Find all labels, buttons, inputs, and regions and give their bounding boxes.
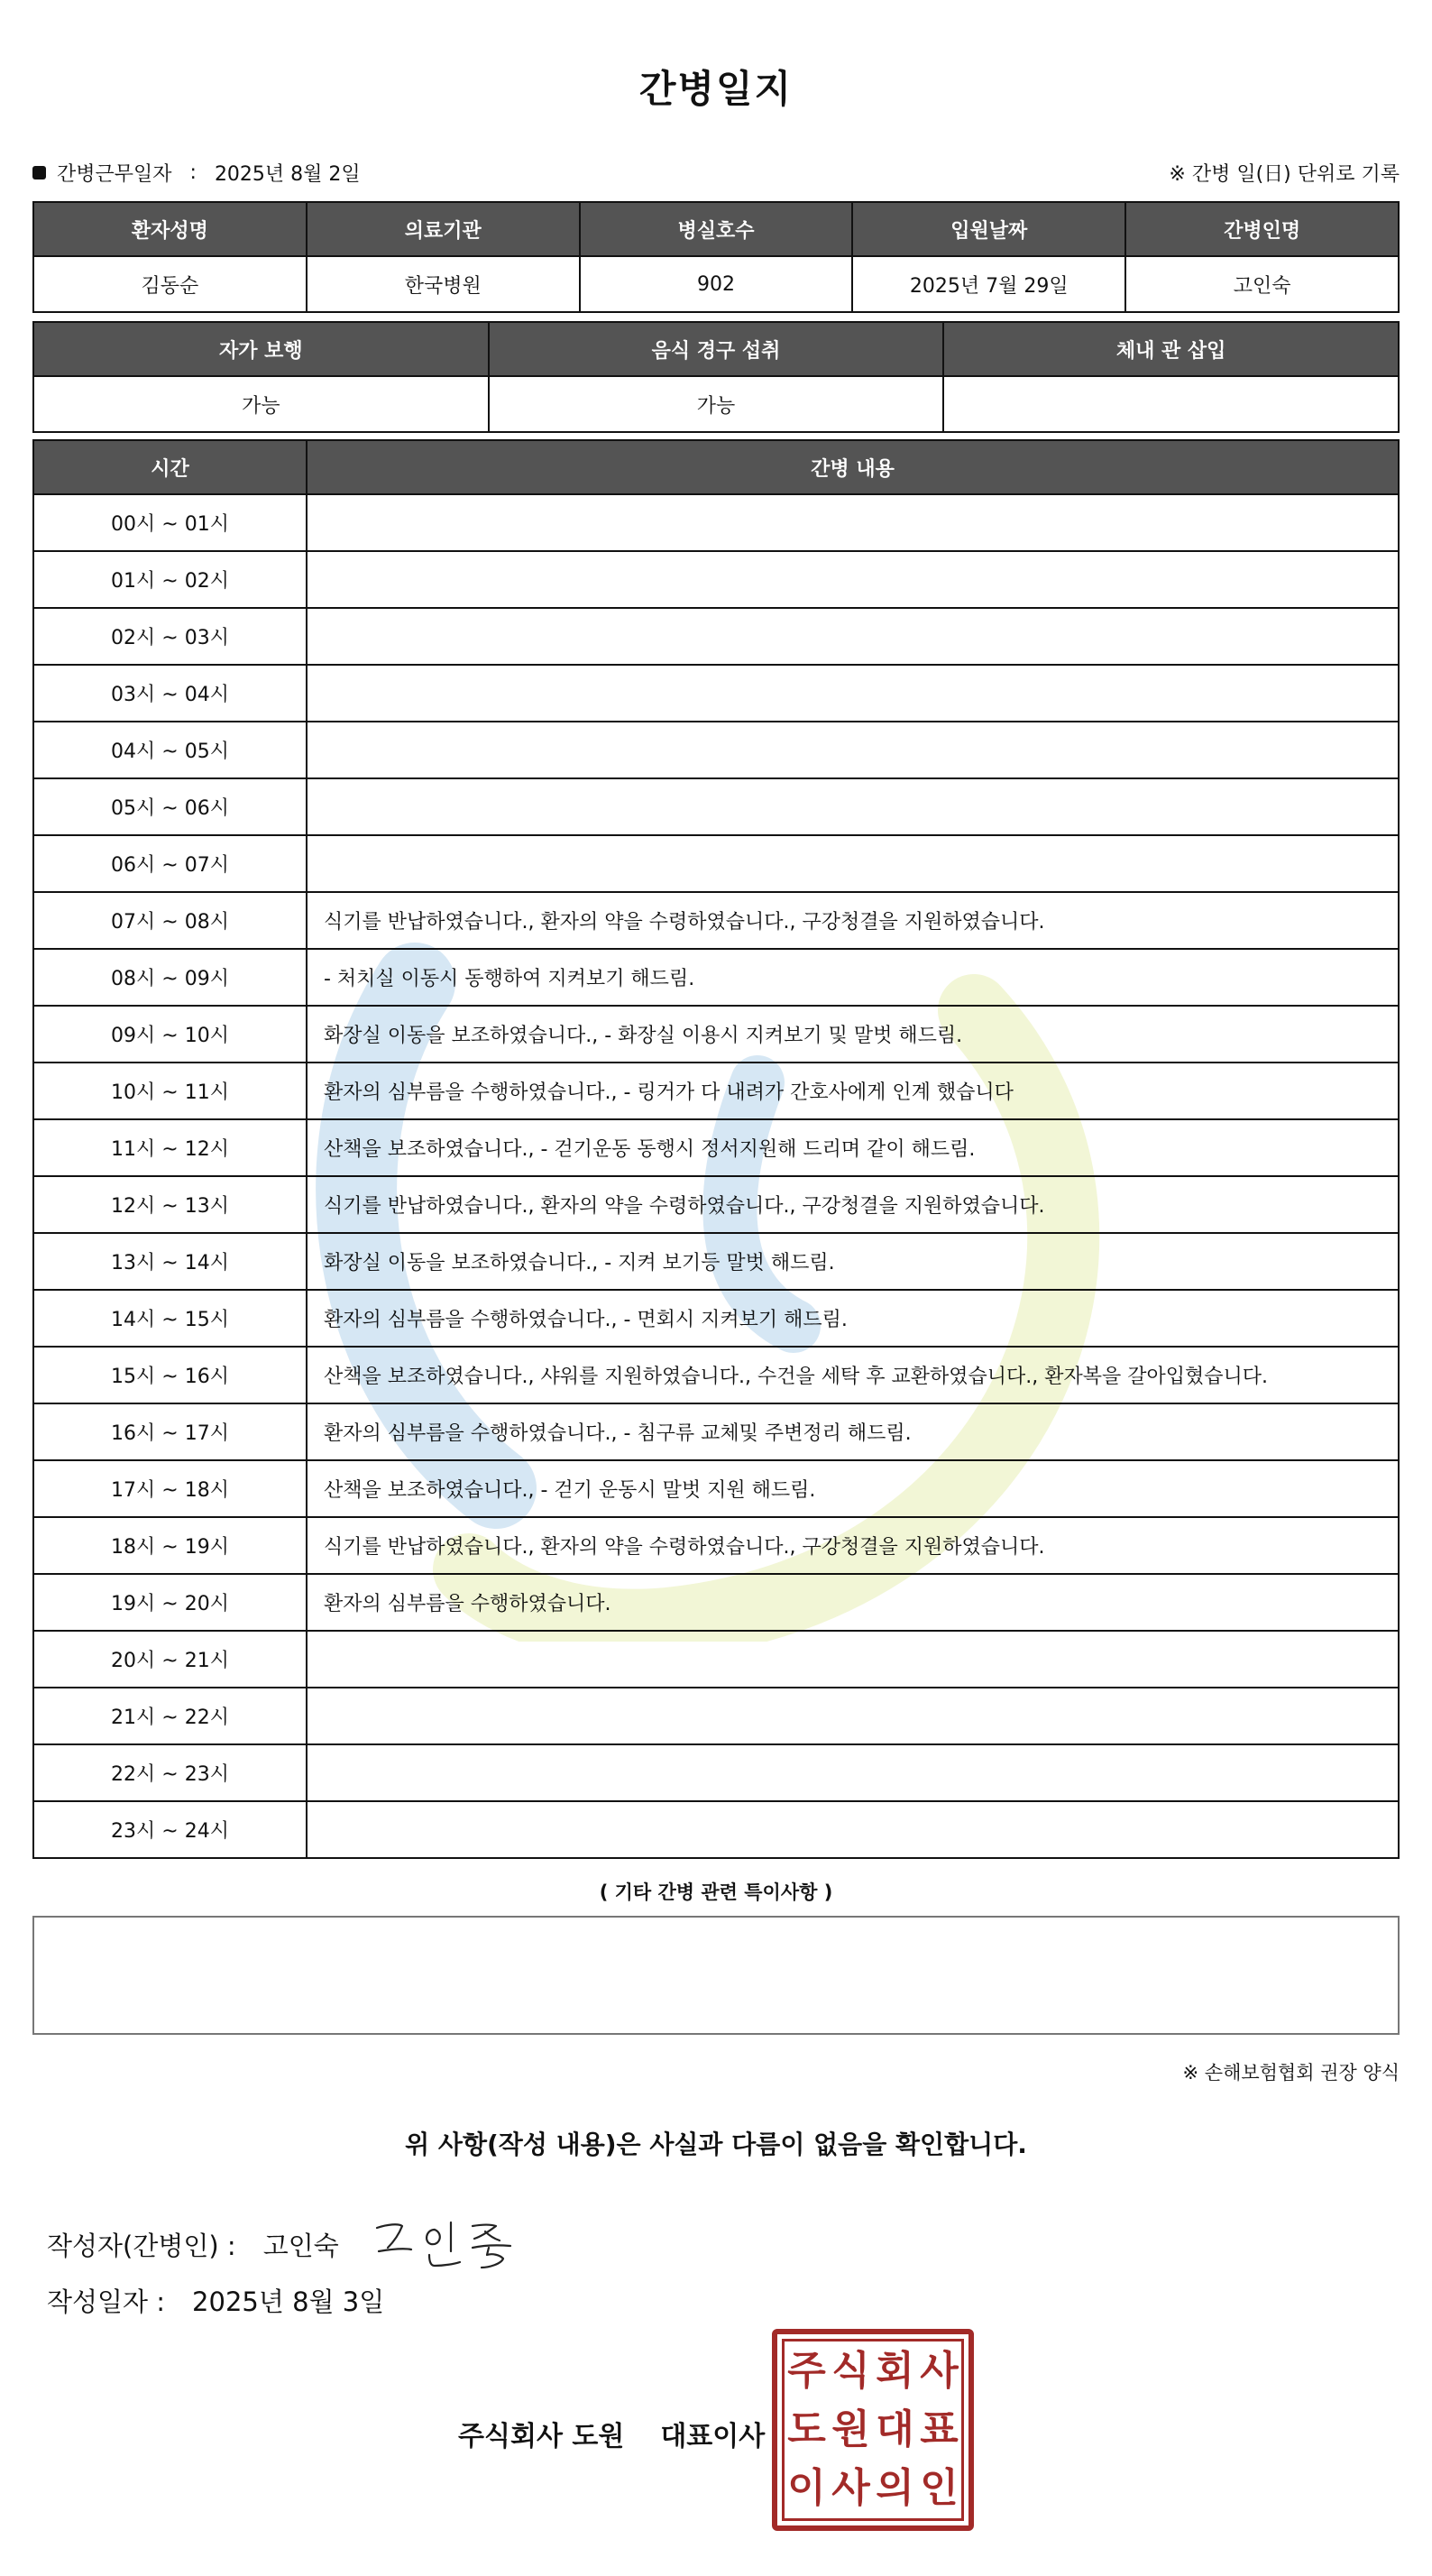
company-signature xyxy=(458,2414,765,2453)
care-content: 환자의 심부름을 수행하였습니다., - 링거가 다 내려가 간호사에게 인계 했습니다 xyxy=(307,1063,1399,1119)
work-date-value: 2025년 8월 2일 xyxy=(214,163,361,186)
bullet-square-icon xyxy=(32,166,46,179)
time-slot: 01시 ~ 02시 xyxy=(33,551,307,608)
table-row xyxy=(33,892,1399,949)
care-content xyxy=(307,1631,1399,1688)
seal-character: 회 xyxy=(876,2347,914,2394)
care-content: 산책을 보조하였습니다., 샤워를 지원하였습니다., 수건을 세탁 후 교환하였습니다., 환자복을 갈아입혔습니다. xyxy=(307,1347,1399,1403)
header-admission-date: 입원날짜 xyxy=(852,202,1125,256)
table-row xyxy=(33,949,1399,1006)
care-content: 산책을 보조하였습니다., - 걷기운동 동행시 정서지원해 드리며 같이 해드림. xyxy=(307,1119,1399,1176)
table-row xyxy=(33,1688,1399,1744)
care-content: 식기를 반납하였습니다., 환자의 약을 수령하였습니다., 구강청결을 지원하였습니다. xyxy=(307,1517,1399,1574)
time-slot: 20시 ~ 21시 xyxy=(33,1631,307,1688)
care-content: 환자의 심부름을 수행하였습니다. xyxy=(307,1574,1399,1631)
table-row xyxy=(33,1063,1399,1119)
header-caregiver-name: 간병인명 xyxy=(1125,202,1399,256)
company-name: 주식회사 도원 xyxy=(458,2421,625,2452)
time-slot: 02시 ~ 03시 xyxy=(33,608,307,665)
care-content xyxy=(307,608,1399,665)
table-row xyxy=(33,665,1399,722)
table-row xyxy=(33,1403,1399,1460)
time-slot: 15시 ~ 16시 xyxy=(33,1347,307,1403)
company-seal xyxy=(772,2329,974,2531)
care-log-header-row xyxy=(33,440,1399,494)
time-slot: 17시 ~ 18시 xyxy=(33,1460,307,1517)
page-title: 간병일지 xyxy=(638,67,794,111)
time-slot: 10시 ~ 11시 xyxy=(33,1063,307,1119)
table-row xyxy=(33,778,1399,835)
time-slot: 14시 ~ 15시 xyxy=(33,1290,307,1347)
seal-character: 사 xyxy=(920,2347,959,2394)
table-row xyxy=(33,1233,1399,1290)
time-slot: 05시 ~ 06시 xyxy=(33,778,307,835)
writer-name: 고인숙 xyxy=(262,2230,339,2261)
care-log-table xyxy=(32,439,1400,1859)
seal-character: 식 xyxy=(831,2347,870,2394)
care-content: 식기를 반납하였습니다., 환자의 약을 수령하였습니다., 구강청결을 지원하였습니다. xyxy=(307,892,1399,949)
remarks-box xyxy=(32,1916,1400,2035)
table-row xyxy=(33,722,1399,778)
care-content: 식기를 반납하였습니다., 환자의 약을 수령하였습니다., 구강청결을 지원하였습니다. xyxy=(307,1176,1399,1233)
time-slot: 03시 ~ 04시 xyxy=(33,665,307,722)
write-date-label: 작성일자 : xyxy=(47,2286,166,2317)
time-slot: 21시 ~ 22시 xyxy=(33,1688,307,1744)
patient-header-row xyxy=(33,202,1399,256)
header-self-walking: 자가 보행 xyxy=(33,322,489,376)
header-patient-name: 환자성명 xyxy=(33,202,307,256)
header-oral-intake: 음식 경구 섭취 xyxy=(489,322,944,376)
work-date-separator: : xyxy=(189,161,197,184)
care-content xyxy=(307,778,1399,835)
table-row xyxy=(33,1460,1399,1517)
handwritten-signature xyxy=(372,2215,525,2273)
time-slot: 16시 ~ 17시 xyxy=(33,1403,307,1460)
care-content: - 처치실 이동시 동행하여 지켜보기 해드림. xyxy=(307,949,1399,1006)
care-content xyxy=(307,1744,1399,1801)
hospital-name: 한국병원 xyxy=(307,256,580,312)
time-slot: 11시 ~ 12시 xyxy=(33,1119,307,1176)
condition-value-row xyxy=(33,376,1399,432)
header-room: 병실호수 xyxy=(580,202,853,256)
table-row xyxy=(33,1631,1399,1688)
table-row xyxy=(33,1744,1399,1801)
work-date-label: 간병근무일자 xyxy=(57,163,172,186)
table-row xyxy=(33,1176,1399,1233)
patient-info-table xyxy=(32,201,1400,313)
header-hospital: 의료기관 xyxy=(307,202,580,256)
time-slot: 19시 ~ 20시 xyxy=(33,1574,307,1631)
care-content: 화장실 이동을 보조하였습니다., - 지켜 보기등 말벗 해드림. xyxy=(307,1233,1399,1290)
tube-insertion-value xyxy=(943,376,1399,432)
confirmation-statement: 위 사항(작성 내용)은 사실과 다름이 없음을 확인합니다. xyxy=(405,2130,1027,2159)
time-slot: 06시 ~ 07시 xyxy=(33,835,307,892)
patient-name: 김동순 xyxy=(33,256,307,312)
writer-label: 작성자(간병인) : xyxy=(47,2230,236,2261)
oral-intake-value: 가능 xyxy=(489,376,944,432)
self-walking-value: 가능 xyxy=(33,376,489,432)
time-slot: 04시 ~ 05시 xyxy=(33,722,307,778)
table-row xyxy=(33,1119,1399,1176)
patient-condition-table xyxy=(32,321,1400,433)
care-content xyxy=(307,494,1399,551)
record-unit-note: ※ 간병 일(日) 단위로 기록 xyxy=(1169,163,1400,186)
seal-character: 의 xyxy=(876,2465,914,2512)
time-slot: 00시 ~ 01시 xyxy=(33,494,307,551)
form-source-note: ※ 손해보험협회 권장 양식 xyxy=(1182,2062,1400,2084)
time-slot: 08시 ~ 09시 xyxy=(33,949,307,1006)
table-row xyxy=(33,1290,1399,1347)
caregiver-name: 고인숙 xyxy=(1125,256,1399,312)
care-content xyxy=(307,1688,1399,1744)
patient-value-row xyxy=(33,256,1399,312)
seal-character: 표 xyxy=(920,2406,959,2452)
work-date-row xyxy=(32,159,361,187)
seal-character: 원 xyxy=(831,2406,870,2452)
table-row xyxy=(33,494,1399,551)
time-slot: 23시 ~ 24시 xyxy=(33,1801,307,1858)
table-row xyxy=(33,1347,1399,1403)
write-date-row xyxy=(47,2282,384,2319)
header-time: 시간 xyxy=(33,440,307,494)
table-row xyxy=(33,1006,1399,1063)
care-content xyxy=(307,665,1399,722)
table-row xyxy=(33,551,1399,608)
care-content xyxy=(307,835,1399,892)
writer-row xyxy=(47,2215,525,2273)
table-row xyxy=(33,1517,1399,1574)
time-slot: 18시 ~ 19시 xyxy=(33,1517,307,1574)
remarks-label: ( 기타 간병 관련 특이사항 ) xyxy=(599,1881,833,1903)
company-role: 대표이사 xyxy=(660,2421,766,2452)
care-content xyxy=(307,722,1399,778)
time-slot: 13시 ~ 14시 xyxy=(33,1233,307,1290)
time-slot: 09시 ~ 10시 xyxy=(33,1006,307,1063)
care-content xyxy=(307,1801,1399,1858)
table-row xyxy=(33,1574,1399,1631)
seal-character: 주 xyxy=(787,2347,826,2394)
care-content: 산책을 보조하였습니다., - 걷기 운동시 말벗 지원 해드림. xyxy=(307,1460,1399,1517)
care-content: 환자의 심부름을 수행하였습니다., - 면회시 지켜보기 해드림. xyxy=(307,1290,1399,1347)
seal-character: 사 xyxy=(831,2465,870,2512)
write-date-value: 2025년 8월 3일 xyxy=(192,2286,385,2317)
seal-text-grid xyxy=(782,2339,964,2521)
table-row xyxy=(33,608,1399,665)
care-log-body xyxy=(33,494,1399,1858)
time-slot: 12시 ~ 13시 xyxy=(33,1176,307,1233)
header-care-content: 간병 내용 xyxy=(307,440,1399,494)
time-slot: 07시 ~ 08시 xyxy=(33,892,307,949)
care-content: 환자의 심부름을 수행하였습니다., - 침구류 교체및 주변정리 해드림. xyxy=(307,1403,1399,1460)
table-row xyxy=(33,1801,1399,1858)
header-tube-insertion: 체내 관 삽입 xyxy=(943,322,1399,376)
time-slot: 22시 ~ 23시 xyxy=(33,1744,307,1801)
seal-character: 대 xyxy=(876,2406,914,2452)
seal-character: 인 xyxy=(920,2465,959,2512)
care-content: 화장실 이동을 보조하였습니다., - 화장실 이용시 지켜보기 및 말벗 해드림. xyxy=(307,1006,1399,1063)
seal-character: 이 xyxy=(787,2465,826,2512)
condition-header-row xyxy=(33,322,1399,376)
room-number: 902 xyxy=(580,256,853,312)
care-content xyxy=(307,551,1399,608)
admission-date: 2025년 7월 29일 xyxy=(852,256,1125,312)
seal-character: 도 xyxy=(787,2406,826,2452)
table-row xyxy=(33,835,1399,892)
